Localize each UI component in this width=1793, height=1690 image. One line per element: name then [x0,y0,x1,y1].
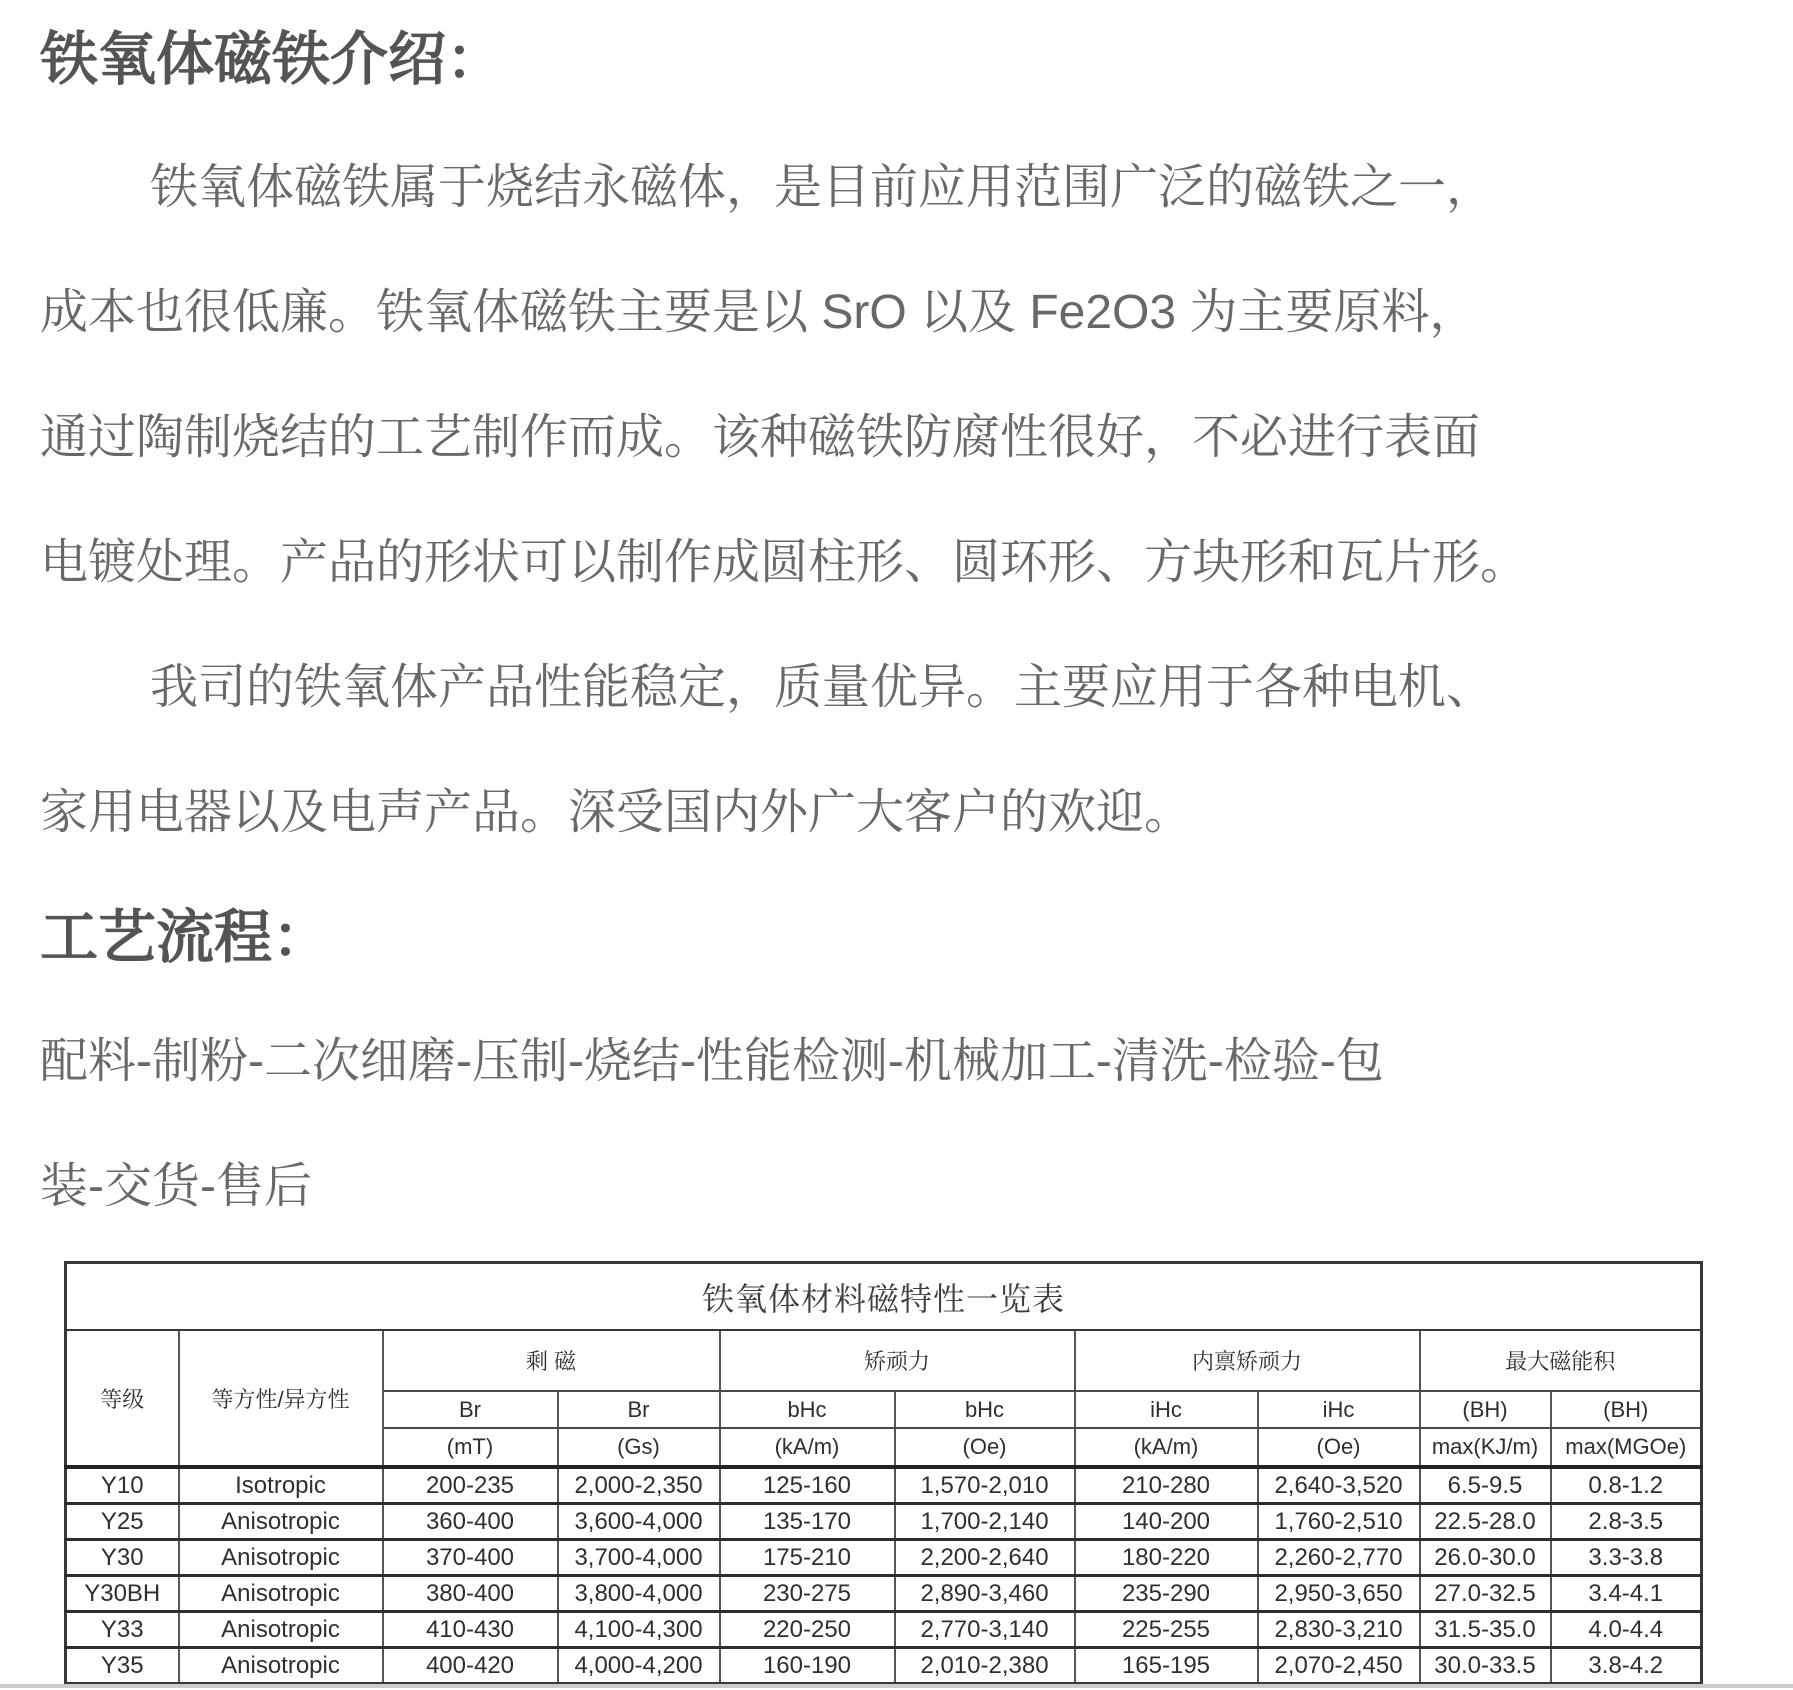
value-cell: 3,600-4,000 [558,1504,720,1540]
value-cell: 2,950-3,650 [1258,1576,1420,1612]
value-cell: 400-420 [383,1648,558,1684]
process-section-heading: 工艺流程： [40,905,331,970]
value-cell: Anisotropic [179,1504,383,1540]
paragraph [0,125,1793,625]
grade-cell: Y30BH [66,1576,179,1612]
page-bottom-divider [0,1684,1793,1688]
value-cell: 6.5-9.5 [1420,1467,1551,1504]
symbol-br-gs: Br [558,1391,720,1428]
group-header-intrinsic-coercive-force: 内禀矫顽力 [1075,1330,1420,1391]
value-cell: 4,100-4,300 [558,1612,720,1648]
group-header-coercive-force: 矫顽力 [720,1330,1075,1391]
unit-ihc-oe: (Oe) [1258,1428,1420,1467]
unit-bh-mgoe: max(MGOe) [1551,1428,1702,1467]
value-cell: 2,260-2,770 [1258,1540,1420,1576]
value-cell: 160-190 [720,1648,895,1684]
table-row [66,1648,1702,1684]
grade-cell: Y35 [66,1648,179,1684]
value-cell: 2,890-3,460 [895,1576,1075,1612]
value-cell: 30.0-33.5 [1420,1648,1551,1684]
value-cell: 410-430 [383,1612,558,1648]
value-cell: 235-290 [1075,1576,1258,1612]
value-cell: 2,070-2,450 [1258,1648,1420,1684]
value-cell: 175-210 [720,1540,895,1576]
text-line: 装-交货-售后 [40,1160,312,1213]
value-cell: 135-170 [720,1504,895,1540]
value-cell: 3,800-4,000 [558,1576,720,1612]
value-cell: 165-195 [1075,1648,1258,1684]
value-cell: 360-400 [383,1504,558,1540]
symbol-ihc-oe: iHc [1258,1391,1420,1428]
value-cell: Anisotropic [179,1648,383,1684]
unit-br-gs: (Gs) [558,1428,720,1467]
value-cell: 1,760-2,510 [1258,1504,1420,1540]
value-cell: Anisotropic [179,1576,383,1612]
value-cell: 22.5-28.0 [1420,1504,1551,1540]
symbol-br-mt: Br [383,1391,558,1428]
paragraph [0,999,1793,1249]
table-group-header-row [66,1330,1702,1391]
text-line: 配料-制粉-二次细磨-压制-烧结-性能检测-机械加工-清洗-检验-包 [40,1035,1384,1088]
value-cell: 200-235 [383,1467,558,1504]
value-cell: 1,700-2,140 [895,1504,1075,1540]
group-header-max-energy-product: 最大磁能积 [1420,1330,1702,1391]
value-cell: 3,700-4,000 [558,1540,720,1576]
value-cell: 2,010-2,380 [895,1648,1075,1684]
value-cell: 380-400 [383,1576,558,1612]
value-cell: 4,000-4,200 [558,1648,720,1684]
value-cell: 125-160 [720,1467,895,1504]
grade-cell: Y30 [66,1540,179,1576]
value-cell: 2.8-3.5 [1551,1504,1702,1540]
value-cell: 27.0-32.5 [1420,1576,1551,1612]
value-cell: Isotropic [179,1467,383,1504]
table-row [66,1612,1702,1648]
col-header-grade: 等级 [66,1330,179,1467]
unit-ihc-ka: (kA/m) [1075,1428,1258,1467]
value-cell: 2,770-3,140 [895,1612,1075,1648]
value-cell: 230-275 [720,1576,895,1612]
symbol-ihc-ka: iHc [1075,1391,1258,1428]
table-title-row [66,1263,1702,1331]
table-row [66,1504,1702,1540]
paragraph [0,625,1793,875]
unit-br-mt: (mT) [383,1428,558,1467]
value-cell: 180-220 [1075,1540,1258,1576]
table-title: 铁氧体材料磁特性一览表 [66,1263,1702,1331]
value-cell: 3.3-3.8 [1551,1540,1702,1576]
value-cell: Anisotropic [179,1612,383,1648]
value-cell: 2,830-3,210 [1258,1612,1420,1648]
value-cell: 370-400 [383,1540,558,1576]
unit-bhc-ka: (kA/m) [720,1428,895,1467]
symbol-bh-mgoe: (BH) [1551,1391,1702,1428]
value-cell: Anisotropic [179,1540,383,1576]
unit-bh-kj: max(KJ/m) [1420,1428,1551,1467]
table-row [66,1540,1702,1576]
table-row [66,1576,1702,1612]
text-line: 铁氧体磁铁属于烧结永磁体，是目前应用范围广泛的磁铁之一， [150,161,1495,214]
symbol-bhc-ka: bHc [720,1391,895,1428]
value-cell: 3.4-4.1 [1551,1576,1702,1612]
text-line: 家用电器以及电声产品。深受国内外广大客户的欢迎。 [40,786,1193,839]
value-cell: 2,000-2,350 [558,1467,720,1504]
value-cell: 220-250 [720,1612,895,1648]
text-line: 成本也很低廉。铁氧体磁铁主要是以 SrO 以及 Fe2O3 为主要原料， [40,286,1478,339]
text-line: 通过陶制烧结的工艺制作而成。该种磁铁防腐性很好，不必进行表面 [40,411,1481,464]
value-cell: 3.8-4.2 [1551,1648,1702,1684]
process-flow-paragraph [0,999,1793,1249]
value-cell: 225-255 [1075,1612,1258,1648]
value-cell: 26.0-30.0 [1420,1540,1551,1576]
value-cell: 0.8-1.2 [1551,1467,1702,1504]
grade-cell: Y10 [66,1467,179,1504]
intro-paragraphs [0,125,1793,875]
symbol-bh-kj: (BH) [1420,1391,1551,1428]
ferrite-properties-table [64,1261,1703,1685]
intro-section-heading: 铁氧体磁铁介绍： [40,27,505,92]
value-cell: 2,640-3,520 [1258,1467,1420,1504]
value-cell: 4.0-4.4 [1551,1612,1702,1648]
text-line: 电镀处理。产品的形状可以制作成圆柱形、圆环形、方块形和瓦片形。 [40,536,1529,589]
table-row [66,1467,1702,1504]
value-cell: 1,570-2,010 [895,1467,1075,1504]
col-header-isotropy: 等方性/异方性 [179,1330,383,1467]
value-cell: 210-280 [1075,1467,1258,1504]
unit-bhc-oe: (Oe) [895,1428,1075,1467]
value-cell: 31.5-35.0 [1420,1612,1551,1648]
text-line: 我司的铁氧体产品性能稳定，质量优异。主要应用于各种电机、 [150,661,1495,714]
grade-cell: Y33 [66,1612,179,1648]
symbol-bhc-oe: bHc [895,1391,1075,1428]
group-header-remanence: 剩 磁 [383,1330,720,1391]
grade-cell: Y25 [66,1504,179,1540]
value-cell: 140-200 [1075,1504,1258,1540]
value-cell: 2,200-2,640 [895,1540,1075,1576]
